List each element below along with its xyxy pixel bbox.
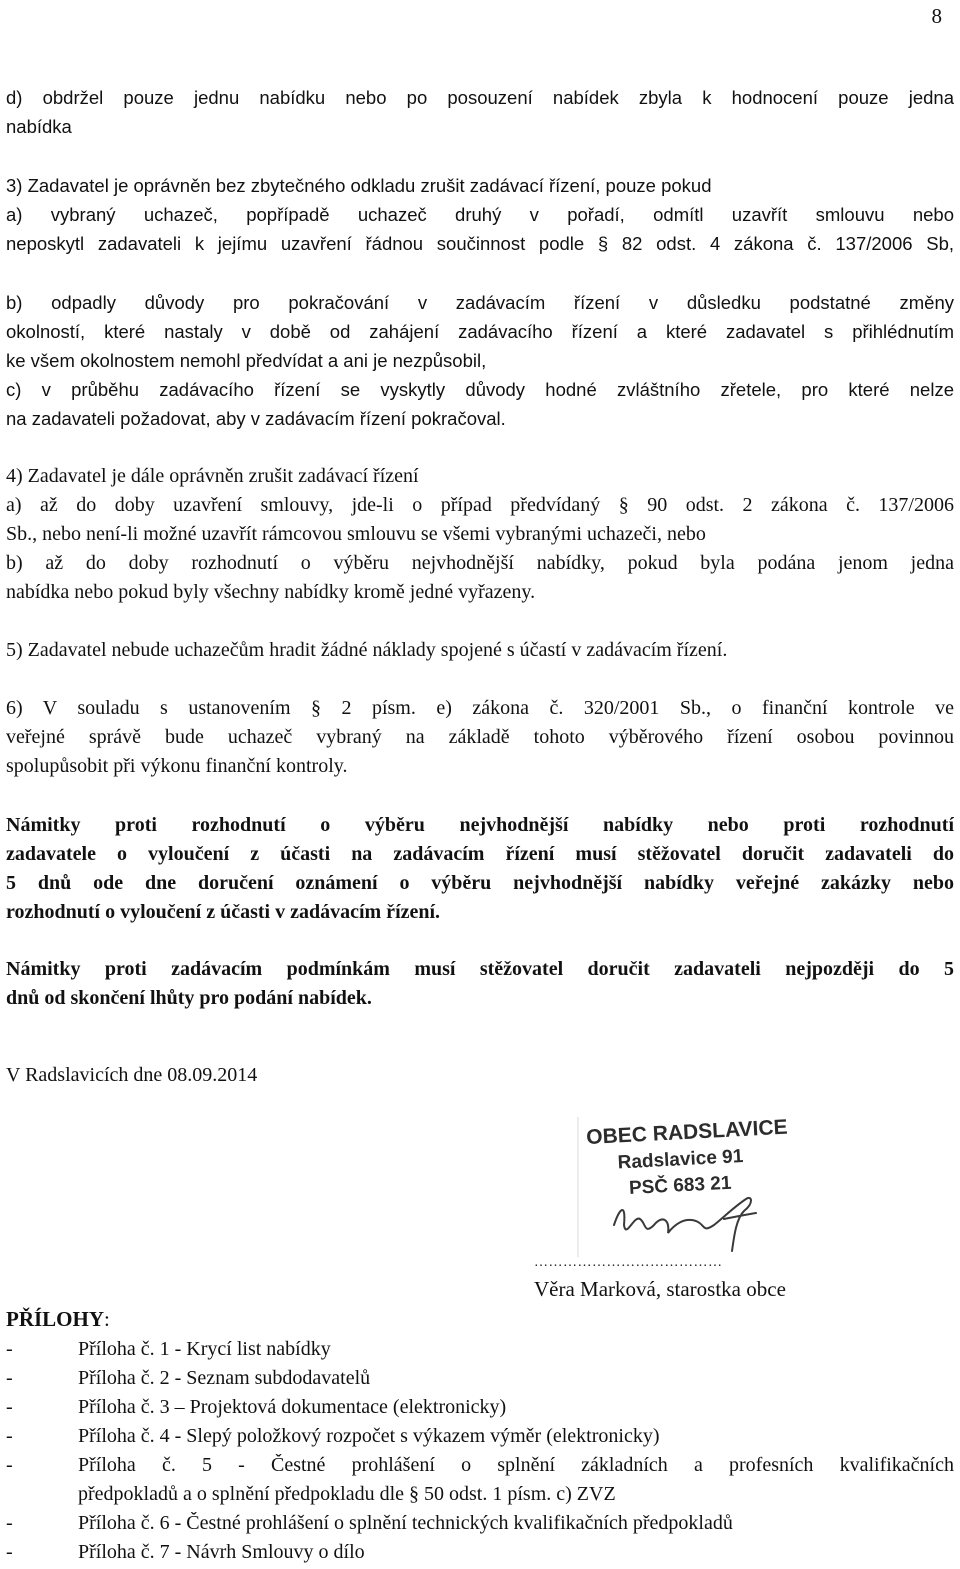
text-line: Námitky proti zadávacím podmínkám musí stěžovatel doručit zadavateli nejpozději do 5 <box>6 958 954 980</box>
attachment-bullet: - <box>6 1425 13 1447</box>
text-line: nabídka nebo pokud byly všechny nabídky kromě jedné vyřazeny. <box>6 581 536 603</box>
attachments-heading-colon: : <box>104 1307 110 1331</box>
text-line: d) obdržel pouze jednu nabídku nebo po posouzení nabídek zbyla k hodnocení pouze jedna <box>6 87 954 108</box>
text-line: 4) Zadavatel je dále oprávněn zrušit zadávací řízení <box>6 465 419 487</box>
text-line: zadavatele o vyloučení z účasti na zadávacím řízení musí stěžovatel doručit zadavateli do <box>6 843 954 865</box>
attachments-heading-label: PŘÍLOHY <box>6 1307 105 1331</box>
text-line: c) v průběhu zadávacího řízení se vyskytly důvody hodné zvláštního zřetele, pro které nelze <box>6 379 954 400</box>
attachment-item: Příloha č. 2 - Seznam subdodavatelů <box>78 1367 371 1389</box>
text-line: b) až do doby rozhodnutí o výběru nejvhodnější nabídky, pokud byla podána jenom jedna <box>6 552 954 574</box>
text-line: ke všem okolnostem nemohl předvídat a ani je nezpůsobil, <box>6 350 487 371</box>
attachment-bullet: - <box>6 1367 13 1389</box>
text-line: na zadavateli požadovat, aby v zadávacím řízení pokračoval. <box>6 408 506 429</box>
attachment-item: Příloha č. 3 – Projektová dokumentace (elektronicky) <box>78 1396 507 1418</box>
page-number: 8 <box>931 4 942 28</box>
text-line: 6) V souladu s ustanovením § 2 písm. e) zákona č. 320/2001 Sb., o finanční kontrole ve <box>6 697 954 719</box>
text-line: b) odpadly důvody pro pokračování v zadávacím řízení v důsledku podstatné změny <box>6 292 954 313</box>
attachment-item: Příloha č. 5 - Čestné prohlášení o splnění základních a profesních kvalifikačních <box>78 1454 954 1476</box>
text-line: 5) Zadavatel nebude uchazečům hradit žádné náklady spojené s účastí v zadávacím řízení. <box>6 639 728 661</box>
attachments-heading <box>6 1307 110 1332</box>
attachment-bullet: - <box>6 1338 13 1360</box>
text-line: nabídka <box>6 116 72 137</box>
text-line: Sb., nebo není-li možné uzavřít rámcovou smlouvu se všemi vybranými uchazeči, nebo <box>6 523 706 545</box>
text-line: 3) Zadavatel je oprávněn bez zbytečného odkladu zrušit zadávací řízení, pouze pokud <box>6 175 712 196</box>
attachment-bullet: - <box>6 1454 13 1476</box>
text-line: a) vybraný uchazeč, popřípadě uchazeč druhý v pořadí, odmítl uzavřít smlouvu nebo <box>6 204 954 225</box>
stamp-line-2: Radslavice 91 <box>617 1146 744 1174</box>
stamp-line-3: PSČ 683 21 <box>628 1172 732 1199</box>
text-line: okolností, které nastaly v době od zahájení zadávacího řízení a které zadavatel s přihlédnutím <box>6 321 954 342</box>
attachment-item: Příloha č. 4 - Slepý položkový rozpočet s výkazem výměr (elektronicky) <box>78 1425 660 1447</box>
attachment-bullet: - <box>6 1512 13 1534</box>
text-line: a) až do doby uzavření smlouvy, jde-li o případ předvídaný § 90 odst. 2 zákona č. 137/2006 <box>6 494 954 516</box>
text-line: rozhodnutí o vyloučení z účasti v zadávacím řízení. <box>6 901 441 923</box>
text-line: Námitky proti rozhodnutí o výběru nejvhodnější nabídky nebo proti rozhodnutí <box>6 814 954 836</box>
signatory-name: Věra Marková, starostka obce <box>534 1277 786 1301</box>
text-line: neposkytl zadavateli k jejímu uzavření řádnou součinnost podle § 82 odst. 4 zákona č. 137/2006 Sb, <box>6 233 954 254</box>
text-line: V Radslavicích dne 08.09.2014 <box>6 1064 258 1086</box>
text-line: spolupůsobit při výkonu finanční kontroly. <box>6 755 348 777</box>
attachment-bullet: - <box>6 1541 13 1563</box>
attachment-item: Příloha č. 7 - Návrh Smlouvy o dílo <box>78 1541 365 1563</box>
handwritten-signature <box>614 1198 756 1251</box>
attachment-bullet: - <box>6 1396 13 1418</box>
text-line: 5 dnů ode dne doručení oznámení o výběru nejvhodnější nabídky veřejné zakázky nebo <box>6 872 954 894</box>
text-line: dnů od skončení lhůty pro podání nabídek. <box>6 987 372 1009</box>
text-line: veřejné správě bude uchazeč vybraný na základě tohoto výběrového řízení osobou povinnou <box>6 726 954 748</box>
municipal-stamp <box>574 1107 798 1263</box>
stamp-line-1: OBEC RADSLAVICE <box>585 1115 789 1150</box>
attachment-item: Příloha č. 1 - Krycí list nabídky <box>78 1338 331 1360</box>
attachment-item: předpokladů a o splnění předpokladu dle § 50 odst. 1 písm. c) ZVZ <box>78 1483 616 1505</box>
attachment-item: Příloha č. 6 - Čestné prohlášení o splnění technických kvalifikačních předpokladů <box>78 1512 733 1534</box>
signature-line: ………………………………… <box>534 1255 723 1270</box>
